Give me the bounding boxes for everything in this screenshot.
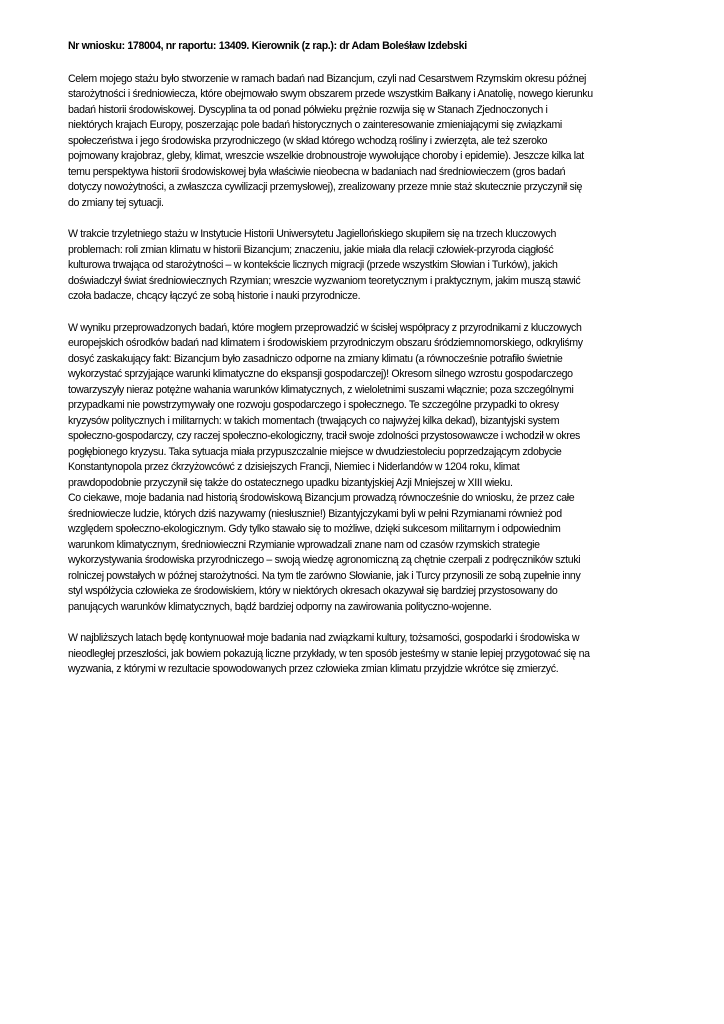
paragraph-problems: W trakcie trzyletniego stażu w Instytucie Historii Uniwersytetu Jagiellońskiego skupiłem się na trzech kluczowych problemach: roli zmian klimatu w historii Bizancjum; znaczeniu, jakie miała dla relacji człowiek-przyroda ciągłość kulturowa trwająca od starożytności – w kontekście licznych migracji (przede wszystkim Słowian i Turków), jakich doświadczył świat średniowiecznych Rzymian; wreszcie wyzwaniom teoretycznym i praktycznym, jakim muszą stawić czoła badacze, chcący łączyć ze sobą historie i nauki przyrodnicze. [68,228,581,302]
document-page [68,39,670,694]
paragraph-goal: Celem mojego stażu było stworzenie w ramach badań nad Bizancjum, czyli nad Cesarstwem Rzymskim okresu późnej starożytności i średniowiecza, które obejmowało swym obszarem przede wszystkim Bałkany i Anatolię, nowego kierunku badań historii środowiskowej. Dyscyplina ta od ponad półwieku prężnie rozwija się w Stanach Zjednoczonych i niektórych krajach Europy, poszerzając pole badań historycznych o zainteresowanie zmieniającymi się związkami społeczeństwa i jego środowiska przyrodniczego (w skład którego wchodzą rośliny i zwierzęta, ale też szeroko pojmowany krajobraz, gleby, klimat, wreszcie wszelkie drobnoustroje wywołujące choroby i epidemie). Jeszcze kilka lat temu perspektywa historii środowiskowej była właściwie nieobecna w badaniach nad średniowieczem (gros badań dotyczy nowożytności, a zwłaszcza cywilizacji przemysłowej), zrealizowany przeze mnie staż skutecznie przyczynił się do zmiany tej sytuacji. [68,72,593,209]
paragraph-conclusions: Co ciekawe, moje badania nad historią środowiskową Bizancjum prowadzą równocześnie do wniosku, że przez całe średniowiecze ludzie, których dziś nazywamy (niesłusznie!) Bizantyjczykami byli w pełni Rzymianami również pod względem społeczno-ekologicznym. Gdy tylko stawało się to możliwe, dzięki sukcesom militarnym i odpowiednim warunkom klimatycznym, średniowieczni Rzymianie wprowadzali znane nam od czasów rzymskich strategie wykorzystywania środowiska przyrodniczego – swoją wiedzę agronomiczną zą chętnie czerpali z podręczników sztuki rolniczej powstałych w późnej starożytności. Na tym tle zarówno Słowianie, jak i Turcy przynosili ze sobą zupełnie inny styl współżycia człowieka ze środowiskiem, który w niektórych okresach okazywał się bardziej przystosowany do panujących warunków klimatycznych, bądź bardziej odporny na zawirowania polityczno-wojenne. [68,492,581,613]
paragraph-future: W najbliższych latach będę kontynuował moje badania nad związkami kultury, tożsamości, gospodarki i środowiska w nieodległej przeszłości, jak bowiem pokazują liczne przykłady, w ten sposób jesteśmy w stanie lepiej przygotować się na wyzwania, z którymi w rezultacie spowodowanych przez człowieka zmian klimatu przyjdzie wkrótce się zmierzyć. [68,632,590,675]
paragraph-results: W wyniku przeprowadzonych badań, które mogłem przeprowadzić w ścisłej współpracy z przyrodnikami z kluczowych europejskich ośrodków badań nad klimatem i środowiskiem przyrodniczym obszaru śródziemnomorskiego, odkryliśmy dosyć zaskakujący fakt: Bizancjum było zasadniczo odporne na zmiany klimatu (a równocześnie potrafiło świetnie wykorzystać sprzyjające warunki klimatyczne do ekspansji gospodarczej)! Okresom silnego wzrostu gospodarczego towarzyszyły nieraz potężne wahania warunków klimatycznych, z wieloletnimi suszami włącznie; poza szczególnymi przypadkami nie powstrzymywały one rozwoju gospodarczego i społecznego. Te szczególne przypadki to okresy kryzysów politycznych i militarnych: w takich momentach (trwających co najwyżej kilka dekad), bizantyjski system społeczno-gospodarczy, czy raczej społeczno-ekologiczny, tracił swoje zdolności przystosowawcze i wchodził w okres pogłębionego kryzysu. Taka sytuacja miała przypuszczalnie miejsce w dwudziestoleciu poprzedzającym zdobycie Konstantynopola przez ćkrzyżowcówć z dzisiejszych Francji, Niemiec i Niderlandów w 1204 roku, klimat prawdopodobnie przyczynił się także do ostatecznego upadku bizantyjskiej Azji Mniejszej w XIII wieku. [68,321,583,489]
report-header: Nr wniosku: 178004, nr raportu: 13409. Kierownik (z rap.): dr Adam Boleśław Izdebski [68,40,467,52]
